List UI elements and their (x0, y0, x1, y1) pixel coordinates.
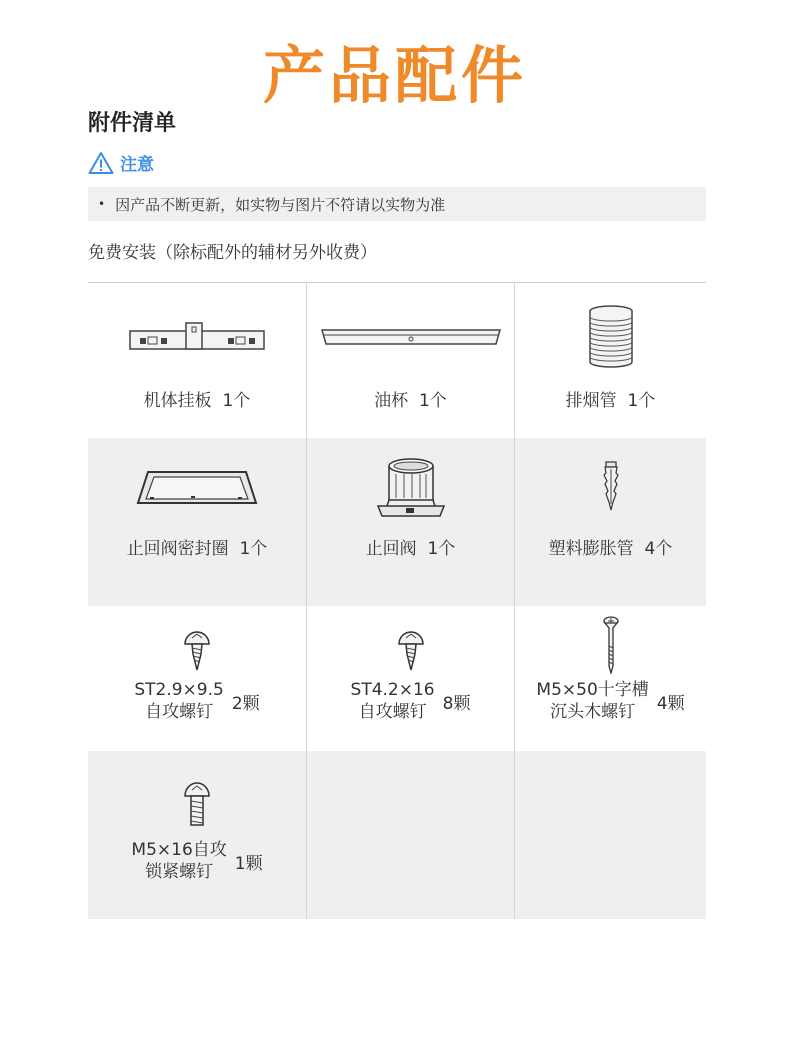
accessory-cell (515, 283, 706, 438)
wood-screw-icon (515, 616, 706, 674)
accessory-label: 排烟管 1个 (565, 391, 656, 411)
expansion-anchor-icon (515, 460, 706, 512)
locking-screw-icon (88, 781, 306, 827)
exhaust-pipe-icon (515, 305, 706, 369)
accessory-label: M5×16自攻 锁紧螺钉 1颗 (131, 840, 263, 882)
accessory-cell (88, 283, 307, 438)
empty-cell (515, 751, 706, 919)
accessory-label: 止回阀密封圈 1个 (126, 539, 268, 559)
page-title: 产品配件 (262, 39, 527, 112)
oil-cup-icon (307, 327, 514, 349)
tapping-screw-icon (88, 628, 306, 672)
empty-cell (307, 751, 515, 919)
accessory-label: 止回阀 1个 (365, 539, 456, 559)
check-valve-icon (307, 456, 514, 518)
bullet-icon: • (98, 197, 106, 211)
tapping-screw-icon (307, 628, 514, 672)
accessory-label: 机体挂板 1个 (143, 391, 251, 411)
accessory-cell (515, 438, 706, 606)
accessory-cell (88, 438, 307, 606)
accessory-label: ST4.2×16 自攻螺钉 8颗 (350, 680, 471, 722)
notice-label: 注意 (120, 155, 154, 175)
accessory-label: M5×50十字槽 沉头木螺钉 4颗 (536, 680, 685, 722)
accessory-cell (515, 606, 706, 751)
accessory-cell (307, 438, 515, 606)
section-title: 附件清单 (88, 111, 177, 136)
wall-bracket-icon (88, 321, 306, 357)
accessory-cell (88, 606, 307, 751)
notice-text: 因产品不断更新，如实物与图片不符请以实物为准 (115, 195, 446, 214)
valve-seal-ring-icon (88, 470, 306, 506)
accessory-cell (307, 283, 515, 438)
notice-box (88, 187, 706, 221)
install-note: 免费安装（除标配外的辅材另外收费） (88, 243, 377, 263)
accessory-cell (88, 751, 307, 919)
accessory-label: 塑料膨胀管 4个 (548, 539, 673, 559)
accessory-label: 油杯 1个 (374, 391, 447, 411)
accessory-label: ST2.9×9.5 自攻螺钉 2颗 (134, 680, 260, 722)
notice-header (88, 150, 154, 175)
accessory-cell (307, 606, 515, 751)
warning-icon (88, 151, 114, 175)
accessory-grid (88, 283, 706, 919)
